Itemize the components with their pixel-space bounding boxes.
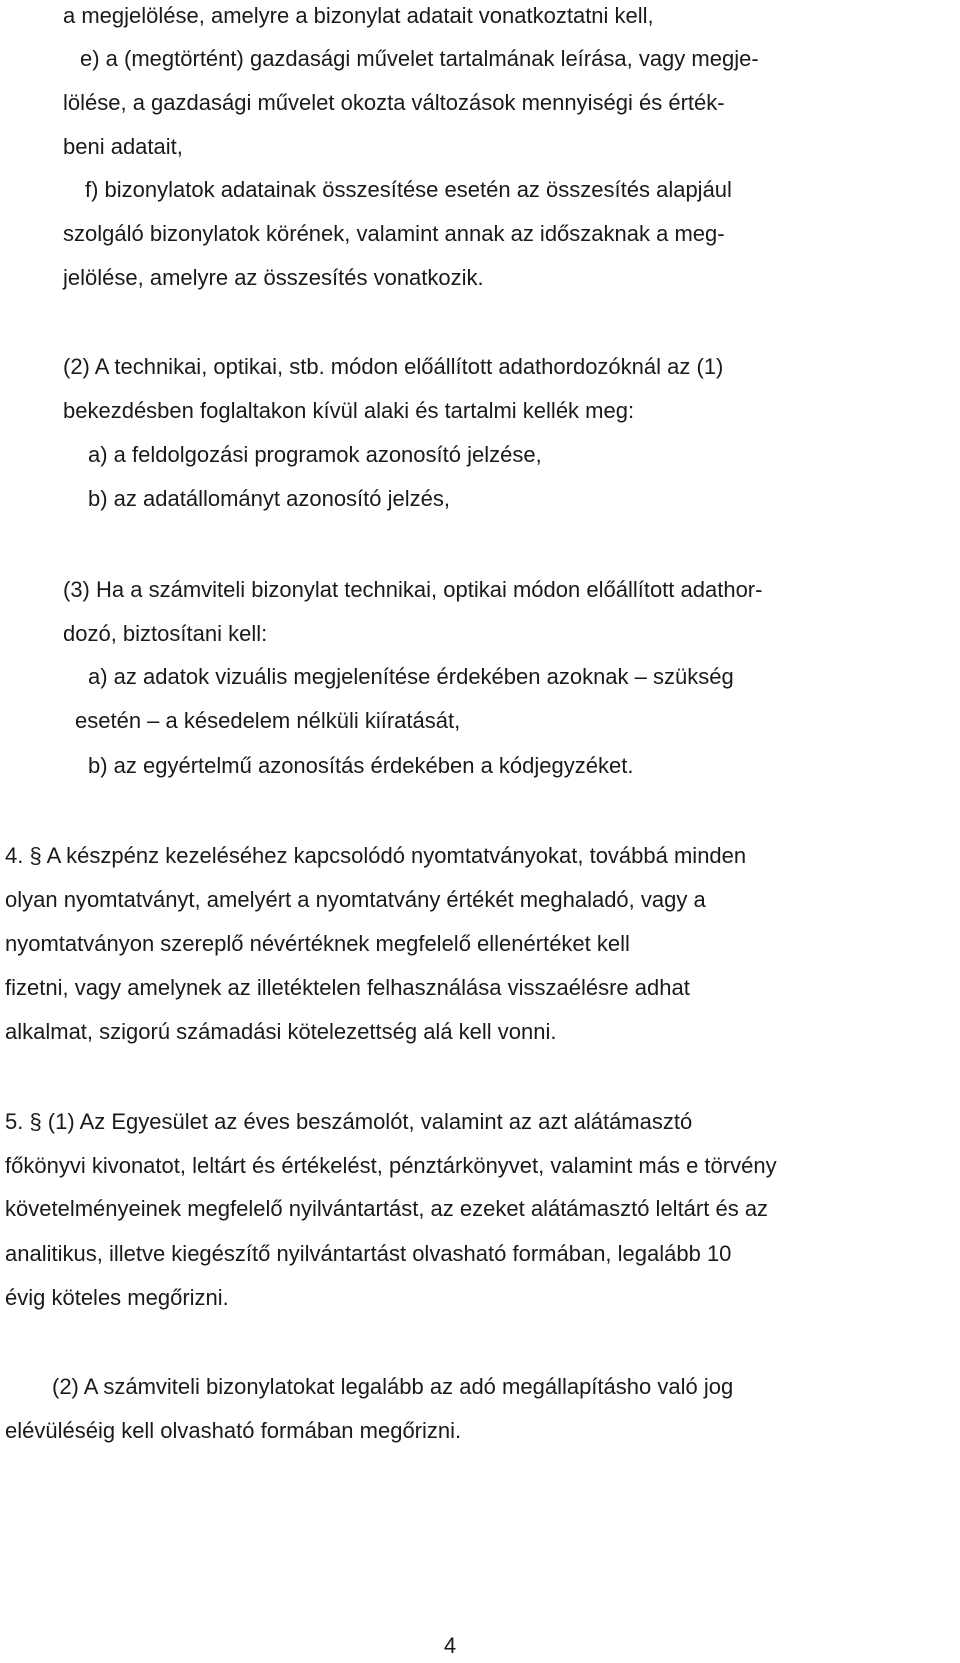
text-line: a megjelölése, amelyre a bizonylat adatait vonatkoztatni kell, (63, 3, 654, 28)
text-line: nyomtatványon szereplő névértéknek megfelelő ellenértéket kell (5, 931, 630, 956)
text-line: a) az adatok vizuális megjelenítése érdekében azoknak – szükség (88, 664, 734, 689)
text-line: alkalmat, szigorú számadási kötelezettség alá kell vonni. (5, 1019, 557, 1044)
text-line: olyan nyomtatványt, amelyért a nyomtatvány értékét meghaladó, vagy a (5, 887, 706, 912)
text-line: (2) A technikai, optikai, stb. módon előállított adathordozóknál az (1) (63, 354, 724, 379)
text-line: évig köteles megőrizni. (5, 1285, 229, 1310)
text-line: a) a feldolgozási programok azonosító jelzése, (88, 442, 542, 467)
page-number: 4 (443, 1633, 457, 1658)
text-line: bekezdésben foglaltakon kívül alaki és tartalmi kellék meg: (63, 398, 635, 423)
text-line: b) az adatállományt azonosító jelzés, (88, 486, 450, 511)
text-line: lölése, a gazdasági művelet okozta változások mennyiségi és érték- (63, 90, 725, 115)
text-line: beni adatait, (63, 134, 183, 159)
text-line: esetén – a késedelem nélküli kiíratását, (75, 708, 461, 733)
text-line: 5. § (1) Az Egyesület az éves beszámolót, valamint az azt alátámasztó (5, 1109, 693, 1134)
text-line: b) az egyértelmű azonosítás érdekében a kódjegyzéket. (88, 753, 634, 778)
text-line: dozó, biztosítani kell: (63, 621, 268, 646)
text-line: fizetni, vagy amelynek az illetéktelen felhasználása visszaélésre adhat (5, 975, 690, 1000)
text-line: elévüléséig kell olvasható formában megőrizni. (5, 1418, 462, 1443)
text-line: szolgáló bizonylatok körének, valamint annak az időszaknak a meg- (63, 221, 725, 246)
text-line: főkönyvi kivonatot, leltárt és értékelést, pénztárkönyvet, valamint más e törvény (5, 1153, 777, 1178)
text-line: analitikus, illetve kiegészítő nyilvántartást olvasható formában, legalább 10 (5, 1241, 732, 1266)
text-line: f) bizonylatok adatainak összesítése esetén az összesítés alapjául (85, 177, 732, 202)
text-line: (2) A számviteli bizonylatokat legalább az adó megállapításho való jog (52, 1374, 734, 1399)
text-line: jelölése, amelyre az összesítés vonatkozik. (63, 265, 484, 290)
text-line: e) a (megtörtént) gazdasági művelet tartalmának leírása, vagy megje- (80, 46, 759, 71)
text-line: követelményeinek megfelelő nyilvántartást, az ezeket alátámasztó leltárt és az (5, 1196, 769, 1221)
text-line: (3) Ha a számviteli bizonylat technikai, optikai módon előállított adathor- (63, 577, 763, 602)
text-line: 4. § A készpénz kezeléséhez kapcsolódó nyomtatványokat, továbbá minden (5, 843, 747, 868)
